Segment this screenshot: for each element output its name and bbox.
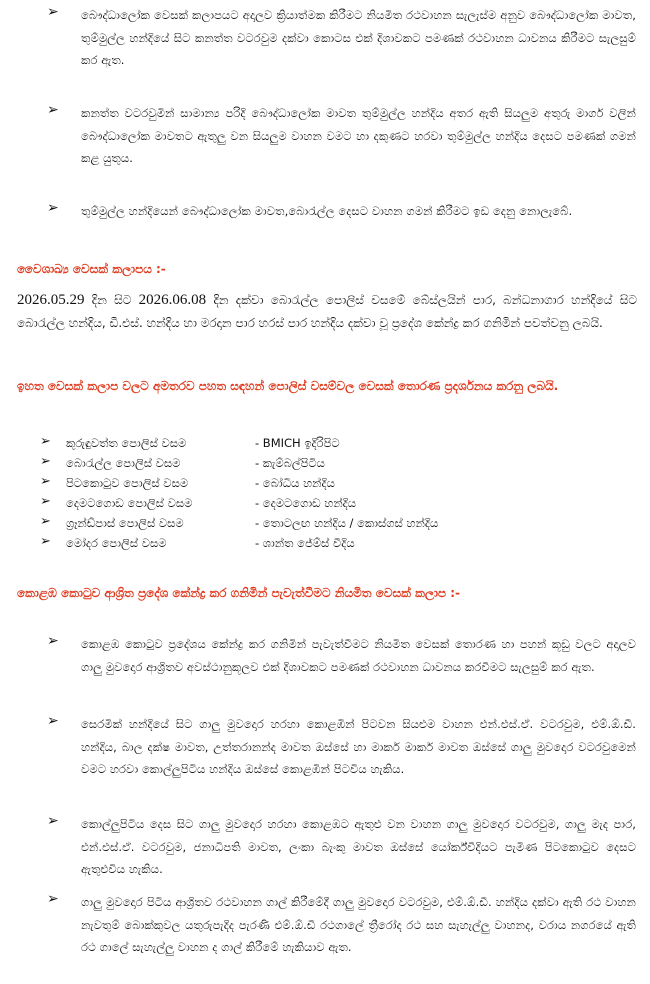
bullet-text: ගාලු මුවදොර පිටිය ආශ්‍රිතව රථවාහන ගාල් කිරීමේදී ගාලු මුවදොර වටරවුම, එම්.ඕ.ඩී. හන්දිය දක්වා ඇති රථ වාහන නැවතුම් බොක්කුවල යතුරුපැදිද පැරණි එම්.ඕ.ඩී රථගාලේ ත්‍රීරෝද රථ සහ සැහැල්ලු වාහනද, වරාය නගරයේ ඇති රථ ගාලේ සැහැල්ලු වාහන ද ගාල් කිරීමේ හැකියාව ඇත. (81, 895, 636, 954)
station-row (40, 433, 640, 453)
section-heading-police-pandals: ඉහත වෙසක් කලාප වලට අමතරව පහත සඳහන් පොලිස් වසම්වල වෙසක් තොරණ ප්‍රදර්ශනය කරනු ලබයි. (17, 379, 559, 393)
bullet-text: කොළඹ කොටුව ප්‍රදේශය කේන්ද්‍ර කර ගනිමින් පැවැත්වීමට නියමිත වෙසක් තොරණ හා පහන් කූඩු වලට අදාලව ගාලු මුවදොර ආශ්‍රිතව අවස්ථානුකූලව එක් දිශාවකට පමණක් රථවාහන ධාවනය කරවීමට සැලසුම් කර ඇත. (81, 637, 636, 674)
arrow-bullet-icon: ➢ (47, 891, 59, 907)
station-row (40, 493, 640, 513)
list-item (0, 4, 650, 96)
list-item (0, 633, 650, 703)
station-row (40, 453, 640, 473)
list-item (0, 102, 650, 194)
top-bullet-list (0, 4, 650, 246)
station-location: - ශාන්ත ජේම්ස් වීදිය (255, 536, 355, 550)
station-name: කුරුඳුවත්ත පොලිස් වසම (66, 436, 187, 450)
list-item (0, 891, 650, 983)
station-location: - BMICH ඉදිරිපිට (255, 436, 340, 450)
arrow-bullet-icon: ➢ (47, 713, 59, 729)
station-location: - තොටලඟ හන්දිය / කොස්ගස් හන්දිය (255, 516, 439, 530)
station-name: බොරැල්ල පොලිස් වසම (66, 456, 181, 470)
list-item (0, 713, 650, 805)
arrow-bullet-icon: ➢ (40, 494, 51, 509)
list-item (0, 813, 650, 883)
start-date: 2026.05.29 (17, 292, 85, 308)
bullet-text: කොල්ලුපිටිය දෙස සිට ගාලු මුවදොර හරහා කොළඹට ඇතුළු වන වාහන ගාලු මුවදොර වටරවුම, ගාලු මැද පාර, එන්.එස්.ඒ. වටරවුම, ජනාධිපති මාවත, ලංකා බැංකු මාවත ඔස්සේ යෝර්ක්වීදියට පැමිණ පිටකොටුව දෙසට ඇතුළුවිය හැකිය. (81, 817, 636, 876)
station-location: - දෙමටගොඩ හන්දිය (255, 496, 357, 510)
station-location: - බෝධිය හන්දිය (255, 476, 335, 490)
arrow-bullet-icon: ➢ (47, 813, 59, 829)
vesak-zone-paragraph: 2026.05.29 දින සිට 2026.06.08 දින දක්වා බොරැල්ල පොලිස් වසමේ බේස්ලයින් පාර, බන්ධනාගාර හන්දියේ සිට බොරැල්ල හන්දිය, ඩී.එස්. හන්දිය හා මරදාන පාර හරස් පාර හන්දිය දක්වා වූ ප්‍රදේශ කේන්ද්‍ර කර ගනිමින් පවත්වනු ලබයි. (17, 292, 637, 330)
station-name: දෙමටගොඩ පොලිස් වසම (66, 496, 193, 510)
arrow-bullet-icon: ➢ (47, 633, 59, 649)
arrow-bullet-icon: ➢ (40, 454, 51, 469)
arrow-bullet-icon: ➢ (47, 102, 59, 118)
bullet-text: කනත්ත වටරවුමින් සාමාන්‍ය පරිදි බෞද්ධාලෝක මාවත තුම්මුල්ල හන්දිය අතර ඇති සියලුම අතුරු මාර්ග වලින් බෞද්ධාලෝක මාවතට ඇතුලු වන සියලුම වාහන වමට හා දකුණට හරවා තුම්මුල්ල හන්දිය දෙසට පමණක් ගමන් කළ යුතුය. (81, 106, 636, 165)
fort-bullet-list (0, 633, 650, 983)
station-name: මෝදර පොලිස් වසම (66, 536, 167, 550)
arrow-bullet-icon: ➢ (40, 474, 51, 489)
police-station-list (40, 433, 640, 553)
bullet-text: බෞද්ධාලෝක වෙසක් කලාපයට අදාලව ක්‍රියාත්මක කිරීමට නියමිත රථවාහන සැලැස්ම අනුව බෞද්ධාලෝක මාවත, තුම්මුල්ල හන්දියේ සිට කනත්ත වටරවුම දක්වා කොටස එක් දිශාවකට පමණක් රථවාහන ධාවනය කිරීමට සැලසුම් කර ඇත. (81, 8, 636, 67)
station-row (40, 513, 640, 533)
station-row (40, 533, 640, 553)
station-name: ග්‍රෑන්ඩ්පාස් පොලිස් වසම (66, 516, 184, 530)
section-heading-fort-zone: කොළඹ කොටුව ආශ්‍රිත ප්‍රදේශ කේන්ද්‍ර කර ගනිමින් පැවැත්වීමට නියමිත වෙසක් කලාප :- (17, 586, 461, 600)
end-date: 2026.06.08 (138, 292, 207, 308)
station-location: - කැම්බල්පිටිය (255, 456, 325, 470)
section-heading-vesak-zone: වෛශාඛ්‍ය වෙසක් කලාපය :- (17, 262, 166, 276)
bullet-text: සෙරමික් හන්දියේ සිට ගාලු මුවදොර හරහා කොළඹින් පිටවන සියළුම වාහන එන්.එස්.ඒ. වටරවුම, එම්.ඕ.ඩී. හන්දිය, බාල දක්ෂ මාවත, උත්තරානන්ද මාවත ඔස්සේ හා මාකර් මාකර් මාවත ඔස්සේ ගාලු මුවදොර වටරවුමෙන් වමට හරවා කොල්ලුපිටිය හන්දිය ඔස්සේ කොළඹින් පිටවිය හැකිය. (81, 717, 636, 776)
arrow-bullet-icon: ➢ (40, 434, 51, 449)
list-item (0, 200, 650, 246)
bullet-text: තුම්මුල්ල හන්දියෙන් බෞද්ධාලෝක මාවත,බොරැල්ල දෙසට වාහන ගමන් කිරීමට ඉඩ දෙනු නොලැබේ. (81, 204, 573, 218)
arrow-bullet-icon: ➢ (40, 534, 51, 549)
station-row (40, 473, 640, 493)
arrow-bullet-icon: ➢ (40, 514, 51, 529)
arrow-bullet-icon: ➢ (47, 4, 59, 20)
arrow-bullet-icon: ➢ (47, 200, 59, 216)
station-name: පිටකොටුව පොලිස් වසම (66, 476, 189, 490)
